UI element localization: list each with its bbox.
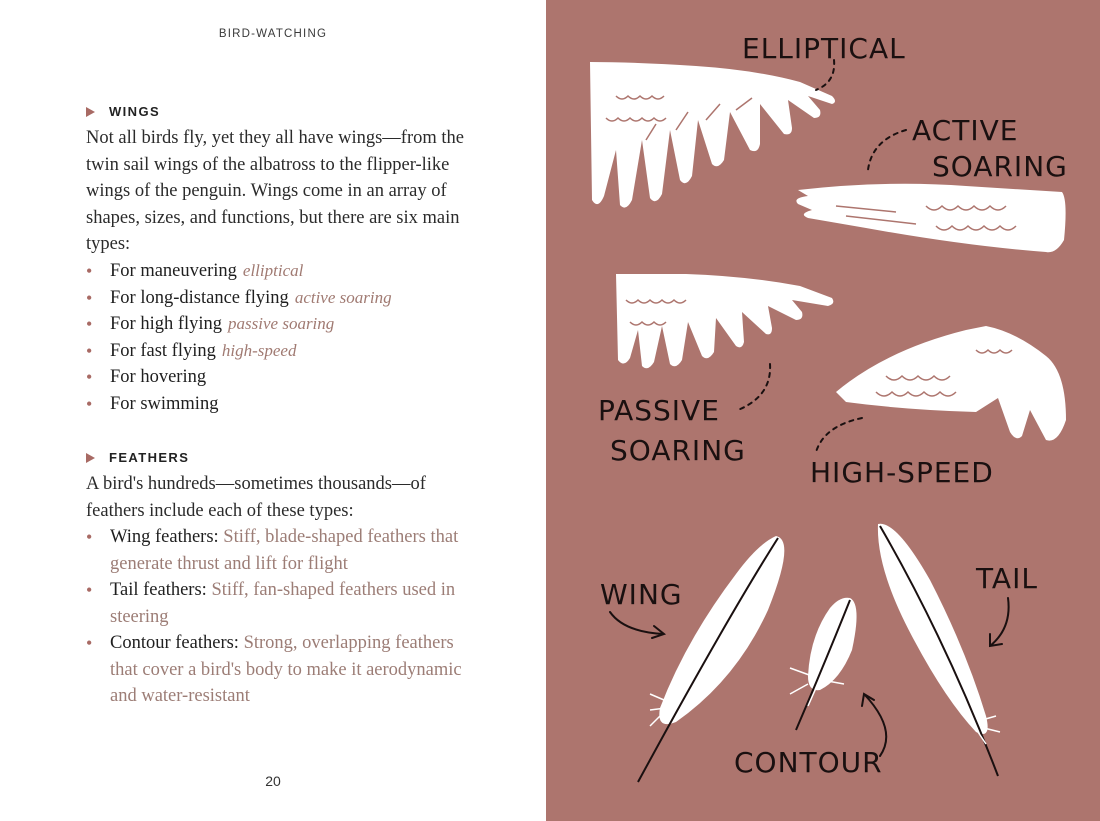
passive-soaring-wing-drawing [616,274,833,368]
tail-label: TAIL [976,562,1038,595]
wing-type: passive soaring [228,314,335,333]
feather-desc: Strong, overlapping feathers that cover a bird's body to make it aerodynamic and water-resistant [110,633,462,706]
passive-label-line1: PASSIVE [598,394,720,427]
feathers-intro: A bird's hundreds—sometimes thousands—of feathers include each of these types: [86,474,426,521]
active-label-line1: ACTIVE [912,114,1019,147]
triangle-bullet-icon [86,107,95,117]
list-item [86,524,466,577]
bullet-dot-icon: • [86,287,93,308]
wing-types-list [86,258,486,417]
bullet-dot-icon: • [86,580,93,600]
wings-intro: Not all birds fly, yet they all have wings—from the twin sail wings of the albatross to the flipper-like wings of the penguin. Wings come in an array of shapes, sizes, and functions, but there are six main types: [86,128,464,254]
list-item [86,285,486,312]
wing-type: high-speed [221,340,297,360]
active-soaring-wing-drawing [796,184,1065,253]
wing-purpose: For maneuvering [110,261,237,281]
bullet-dot-icon: • [86,393,93,414]
high-speed-wing-drawing [836,326,1066,441]
feather-desc: Stiff, blade-shaped feathers that generate thrust and lift for flight [110,527,459,574]
list-item [86,630,466,710]
list-item [86,364,486,391]
high-speed-leader [816,418,862,452]
wing-type: active soaring [294,287,392,307]
bullet-dot-icon: • [86,633,93,653]
wing-purpose: For long-distance flying [110,287,289,308]
list-item [86,577,466,630]
wings-and-feathers-illustration [546,0,1100,821]
contour-feather-drawing [790,598,857,730]
wing-purpose: For hovering [110,367,207,387]
feather-term: Wing feathers: [110,527,219,547]
page-number: 20 [265,773,281,789]
wing-label: WING [600,578,683,611]
bullet-dot-icon: • [86,527,93,547]
list-item [86,391,486,418]
bullet-dot-icon: • [86,340,93,361]
passive-label-line2: SOARING [610,434,746,467]
list-item [86,338,486,365]
elliptical-label: ELLIPTICAL [742,32,906,65]
bullet-dot-icon: • [86,367,93,387]
feather-types-list [86,524,466,710]
contour-label: CONTOUR [734,746,883,779]
passive-soaring-leader [738,364,770,410]
wing-type: elliptical [242,261,304,280]
feathers-heading [86,450,189,465]
triangle-bullet-icon [86,453,95,463]
left-page [0,0,546,821]
high-speed-label: HIGH-SPEED [810,456,994,489]
feathers-heading-text: FEATHERS [109,450,190,465]
list-item [86,258,486,285]
list-item [86,311,486,338]
feather-term: Contour feathers: [110,633,239,653]
wing-purpose: For high flying [110,314,223,334]
wing-purpose: For fast flying [110,340,216,361]
bullet-dot-icon: • [86,314,93,334]
active-label-line2: SOARING [932,150,1068,183]
running-head: BIRD-WATCHING [218,28,328,40]
illustration-page [546,0,1100,821]
bullet-dot-icon: • [86,261,93,281]
wing-arrow-icon [610,612,664,638]
feather-desc: Stiff, fan-shaped feathers used in steering [110,580,456,627]
wings-heading-text: WINGS [109,104,161,119]
wings-heading [86,104,160,119]
wing-purpose: For swimming [110,393,219,414]
elliptical-wing-drawing [590,62,835,208]
active-soaring-leader [868,130,906,170]
tail-arrow-icon [990,598,1009,646]
feather-term: Tail feathers: [110,580,207,600]
